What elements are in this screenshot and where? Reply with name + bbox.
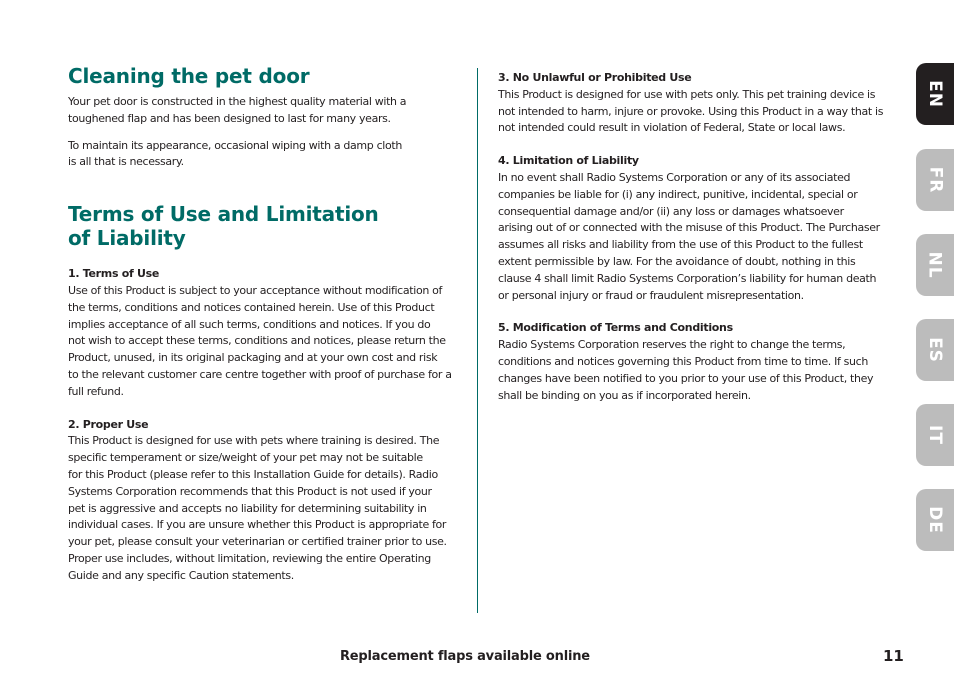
left-column bbox=[68, 64, 452, 585]
language-tab-es-label: ES bbox=[924, 337, 945, 363]
cleaning-paragraph-1: Your pet door is constructed in the highest quality material with a toughened flap and has been designed to last for many years. bbox=[68, 95, 407, 125]
terms-title-line-1: Terms of Use and Limitation bbox=[68, 202, 379, 227]
section-1-heading: 1. Terms of Use bbox=[68, 267, 160, 281]
section-3-heading: 3. No Unlawful or Prohibited Use bbox=[498, 71, 692, 84]
section-1-body: Use of this Product is subject to your acceptance without modification of the terms, conditions and notices contained herein. Use of this Product implies acceptance of all such terms, conditions and notices. If you do not wish to accept these terms, conditions and notices, please return the Product, unused, in its original packaging and at your own cost and risk to the relevant customer care centre together with proof of purchase for a full refund. bbox=[68, 283, 452, 398]
section-4-body: In no event shall Radio Systems Corporation or any of its associated companies be liable for (i) any indirect, punitive, incidental, special or consequential damage and/or (ii) any loss or damages whatsoever arising out of or connected with the misuse of this Product. The Purchaser assumes all risks and liability from the use of this Product to the fullest extent permissible by law. For the avoidance of doubt, nothing in this clause 4 shall limit Radio Systems Corporation’s liability for human death or personal injury or fraud or fraudulent misrepresentation. bbox=[498, 170, 880, 302]
language-tab-it[interactable] bbox=[916, 404, 954, 466]
language-tab-de[interactable] bbox=[916, 489, 954, 551]
language-tab-fr-label: FR bbox=[924, 166, 945, 194]
language-tab-es[interactable] bbox=[916, 319, 954, 381]
column-divider bbox=[477, 68, 478, 613]
cleaning-paragraph-2: To maintain its appearance, occasional wiping with a damp cloth is all that is necessary. bbox=[68, 138, 402, 169]
section-3-body: This Product is designed for use with pets only. This pet training device is not intended to harm, injure or provoke. Using this Product in a way that is not intended could result in violation of Federal, State or local laws. bbox=[498, 87, 884, 135]
section-2-heading: 2. Proper Use bbox=[68, 417, 149, 431]
language-tab-de-label: DE bbox=[924, 506, 945, 534]
page-number: 11 bbox=[883, 647, 904, 665]
section-2-body: This Product is designed for use with pets where training is desired. The specific temperament or size/weight of your pet may not be suitable for this Product (please refer to this Installation Guide for details). Radio Systems Corporation recommends that this Product is not used if your pet is aggressive and accepts no liability for determining suitability in individual cases. If you are unsure whether this Product is appropriate for your pet, please consult your veterinarian or certified trainer prior to use. Proper use includes, without limitation, reviewing the entire Operating Guide and any specific Caution statements. bbox=[68, 434, 447, 582]
language-tab-it-label: IT bbox=[924, 425, 945, 445]
language-tab-en-label: EN bbox=[925, 80, 945, 108]
section-5-body: Radio Systems Corporation reserves the right to change the terms, conditions and notices governing this Product from time to time. If such changes have been notified to you prior to your use of this Product, they shall be binding on you as if incorporated herein. bbox=[498, 338, 874, 402]
right-column bbox=[498, 70, 888, 404]
language-tab-en[interactable] bbox=[916, 63, 954, 125]
section-4-heading: 4. Limitation of Liability bbox=[498, 154, 639, 168]
terms-title bbox=[68, 202, 452, 250]
language-tab-nl-label: NL bbox=[925, 251, 945, 279]
footer-note: Replacement flaps available online bbox=[340, 649, 590, 664]
terms-title-line-2: of Liability bbox=[68, 226, 186, 251]
section-5-heading: 5. Modification of Terms and Conditions bbox=[498, 321, 733, 335]
language-tab-fr[interactable] bbox=[916, 149, 954, 211]
cleaning-title: Cleaning the pet door bbox=[68, 64, 310, 88]
language-tab-nl[interactable] bbox=[916, 234, 954, 296]
